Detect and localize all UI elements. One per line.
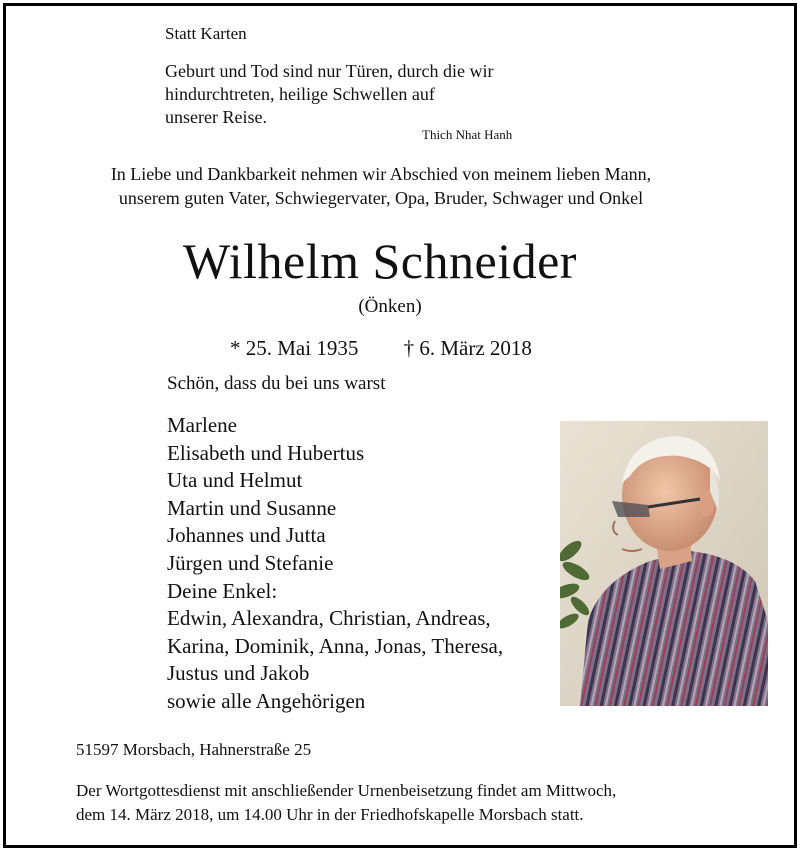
quote-line: unserer Reise. — [165, 107, 267, 127]
quote-author: Thich Nhat Hanh — [422, 127, 513, 142]
intro-text — [0, 162, 762, 210]
deceased-nickname: (Önken) — [358, 296, 422, 317]
family-line: Johannes und Jutta — [167, 523, 326, 548]
birth-date: * 25. Mai 1935 — [230, 336, 359, 360]
quote-line: hindurchtreten, heilige Schwellen auf — [165, 84, 435, 104]
statt-karten: Statt Karten — [165, 24, 247, 43]
service-line: dem 14. März 2018, um 14.00 Uhr in der Friedhofskapelle Morsbach statt. — [76, 805, 584, 824]
family-line: sowie alle Angehörigen — [167, 688, 366, 713]
death-date: † 6. März 2018 — [403, 336, 532, 360]
portrait-photo — [560, 421, 768, 706]
quote — [165, 60, 494, 129]
quote-line: Geburt und Tod sind nur Türen, durch die wir — [165, 61, 494, 81]
life-dates — [230, 336, 532, 361]
motto: Schön, dass du bei uns warst — [167, 373, 386, 394]
service-line: Der Wortgottesdienst mit anschließender Urnenbeisetzung findet am Mittwoch, — [76, 781, 617, 800]
intro-line: In Liebe und Dankbarkeit nehmen wir Abschied von meinem lieben Mann, — [110, 164, 652, 184]
family-line: Deine Enkel: — [167, 578, 278, 603]
family-line: Elisabeth und Hubertus — [167, 440, 365, 465]
family-line: Karina, Dominik, Anna, Jonas, Theresa, — [167, 633, 504, 658]
family-line: Uta und Helmut — [167, 468, 303, 493]
deceased-name: Wilhelm Schneider — [183, 233, 577, 289]
service-info — [76, 779, 616, 827]
family-list — [167, 412, 503, 716]
family-line: Justus und Jakob — [167, 661, 310, 686]
family-line: Jürgen und Stefanie — [167, 550, 334, 575]
family-line: Marlene — [167, 413, 237, 437]
address: 51597 Morsbach, Hahnerstraße 25 — [76, 740, 312, 759]
family-line: Edwin, Alexandra, Christian, Andreas, — [167, 606, 491, 631]
family-line: Martin und Susanne — [167, 495, 337, 520]
intro-line: unserem guten Vater, Schwiegervater, Opa, Bruder, Schwager und Onkel — [118, 188, 644, 208]
